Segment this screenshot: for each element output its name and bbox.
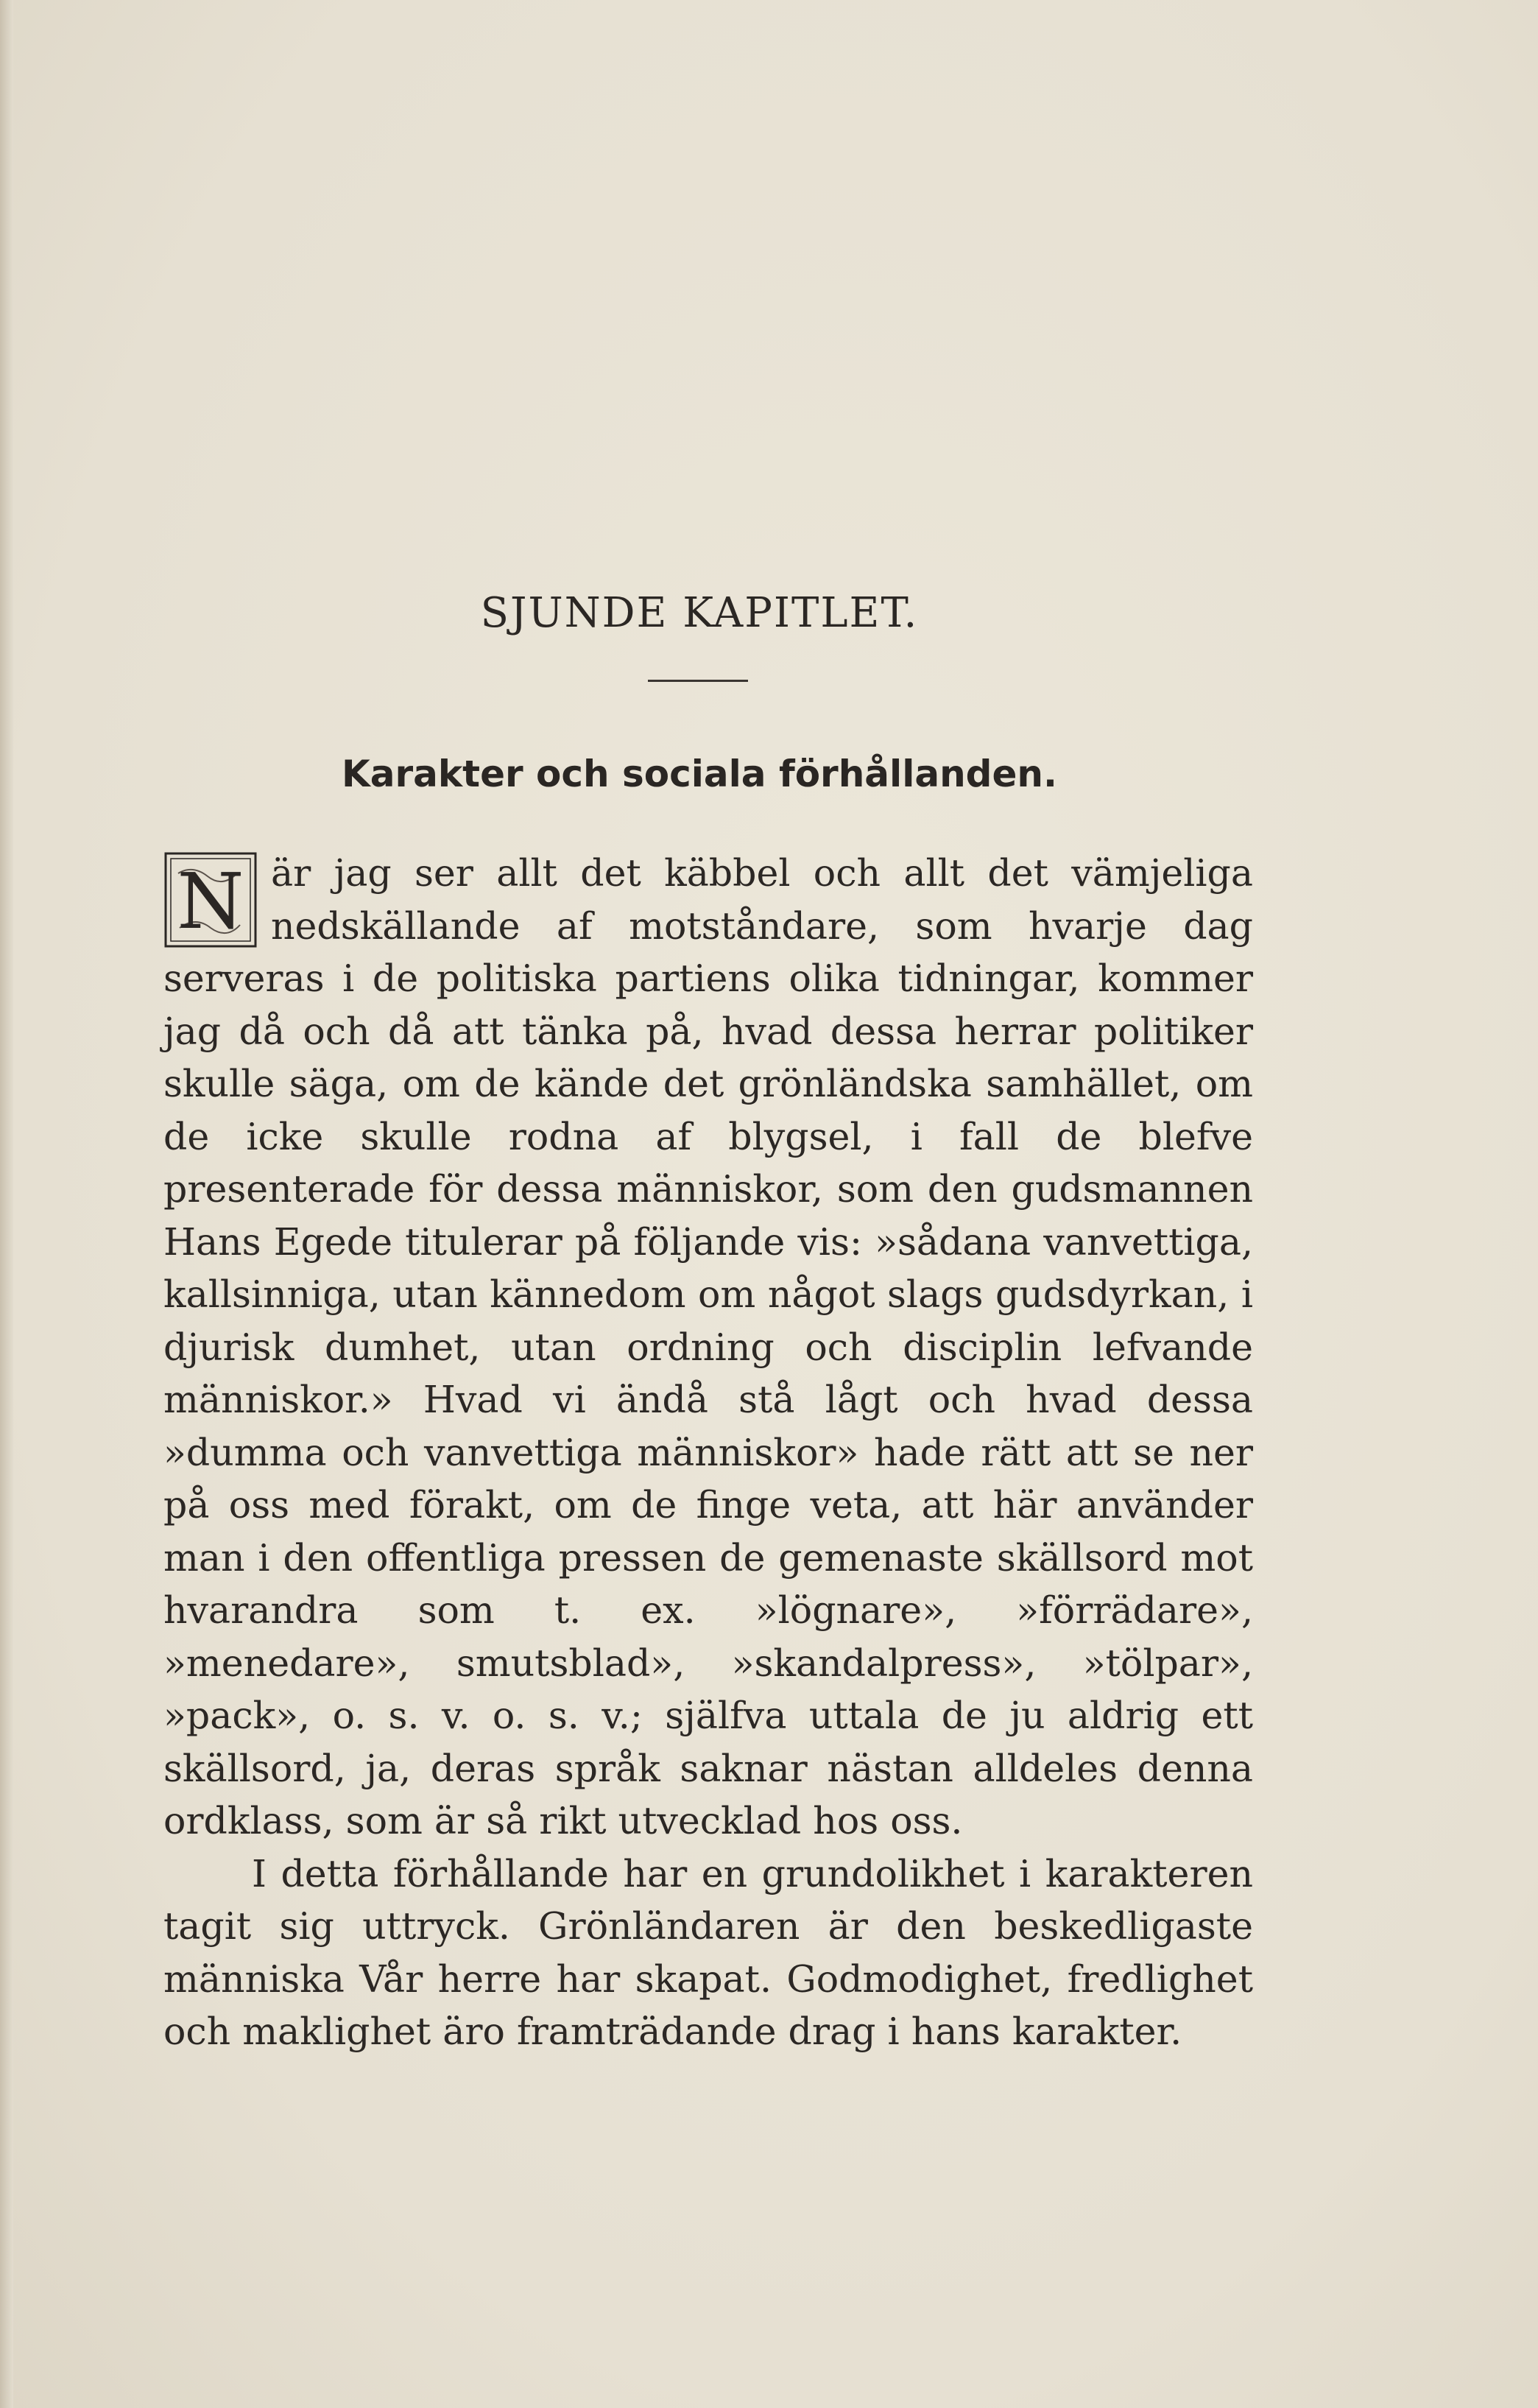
title-rule-divider (648, 680, 748, 682)
page-left-edge (0, 0, 13, 2408)
paragraph-2: I detta förhållande har en grundolikhet i karakteren tagit sig uttryck. Grönländaren är den beskedligaste människa Vår herre har skapat. Godmodighet, fredlighet och maklighet äro framträdande drag i hans karakter. (163, 1851, 1253, 2053)
paragraph-1-text: är jag ser allt det käbbel och allt det vämjeliga nedskällande af motståndare, som hvarje dag serveras i de politiska partiens olika tidningar, kommer jag då och då att tänka på, hvad dessa herrar politiker skulle säga, om de kände det grönländska samhället, om de icke skulle rodna af blygsel, i fall de blefve presenterade för dessa människor, som den gudsmannen Hans Egede titulerar på följande vis: »sådana vanvettiga, kallsinniga, utan kännedom om något slags gudsdyrkan, i djurisk dumhet, utan ordning och disciplin lefvande människor.» Hvad vi ändå stå lågt och hvad dessa »dumma och vanvettiga människor» hade rätt att se ner på oss med förakt, om de finge veta, att här använder man i den offentliga pressen de gemenaste skällsord mot hvarandra som t. ex. »lögnare», »förrädare», »menedare», smutsblad», »skandalpress», »tölpar», »pack», o. s. v. o. s. v.; själfva uttala de ju aldrig ett skällsord, ja, deras språk saknar nästan alldeles denna ordklass, som är så rikt utvecklad hos oss. (163, 851, 1253, 1842)
dropcap-n (163, 851, 258, 948)
body-text (163, 847, 1253, 2058)
chapter-title: SJUNDE KAPITLET. (480, 589, 919, 637)
section-heading: Karakter och sociala förhållanden. (342, 753, 1057, 795)
svg-text:N: N (177, 856, 244, 946)
paragraph-1 (163, 847, 1253, 1848)
